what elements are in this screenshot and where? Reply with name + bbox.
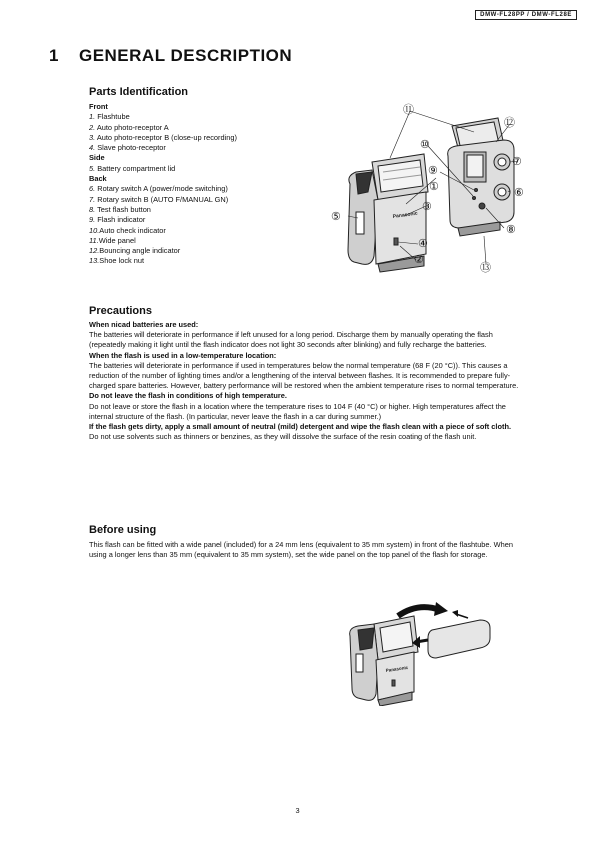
- parts-list: [89, 102, 237, 267]
- precaution-text: The batteries will deteriorate in performance if used in temperatures below the normal temperature (68 F (20 °C)). This causes a reduction of the number of lighting times and/or a lengthening of the interval between flashes. It is recommended to prepare fully-charged spare batteries. However, battery performance will be restored when the ambient temperature rises to normal temperature.: [89, 360, 519, 391]
- flash-back-view: [448, 118, 514, 236]
- callout-7: ⑦: [512, 156, 522, 168]
- callout-4: ④: [418, 238, 428, 250]
- callout-12: ⑫: [504, 117, 515, 129]
- list-item: 9. Flash indicator: [89, 215, 146, 225]
- list-item: 4. Slave photo-receptor: [89, 143, 166, 153]
- callout-5: ⑤: [331, 211, 341, 223]
- precaution-heading: When the flash is used in a low-temperature location:: [89, 350, 277, 360]
- parts-diagram: [328, 96, 528, 278]
- front-brand-label: Panasonic: [392, 210, 419, 220]
- callout-1: ①: [429, 181, 439, 193]
- section-number: 1: [49, 46, 59, 65]
- precautions-body: [89, 320, 531, 442]
- callout-13: ⑬: [480, 262, 491, 274]
- list-item: 12.Bouncing angle indicator: [89, 246, 181, 256]
- before-using-title: Before using: [89, 524, 157, 536]
- before-using-text: This flash can be fitted with a wide panel (included) for a 24 mm lens (equivalent to 35 mm system) in front of the flashtube. When using a longer lens than 35 mm (equivalent to 35 mm system), set the wide panel on the top panel of the flash for storage.: [89, 540, 513, 560]
- precaution-text: Do not leave or store the flash in a location where the temperature rises to 104 F (40 °C) or higher. High temperatures affect the internal structure of the flash. (In particular, never leave the flash in a car during summer.): [89, 401, 506, 421]
- wide-panel-diagram: [340, 596, 500, 706]
- list-item: 2. Auto photo-receptor A: [89, 122, 169, 132]
- callout-6: ⑥: [514, 187, 524, 199]
- precaution-text: Do not use solvents such as thinners or benzines, as they will dissolve the surface of the resin coating of the flash unit.: [89, 432, 477, 442]
- list-item: 10.Auto check indicator: [89, 225, 166, 235]
- list-item: 7. Rotary switch B (AUTO F/MANUAL GN): [89, 194, 229, 204]
- precaution-heading: Do not leave the flash in conditions of high temperature.: [89, 391, 287, 401]
- callout-11: ⑪: [403, 104, 414, 116]
- precautions-title: Precautions: [89, 305, 152, 317]
- callout-2: ②: [414, 254, 424, 266]
- precaution-heading: If the flash gets dirty, apply a small amount of neutral (mild) detergent and wipe the flash clean with a piece of soft cloth.: [89, 422, 512, 432]
- section-title: GENERAL DESCRIPTION: [78, 46, 293, 65]
- callout-9: ⑨: [428, 165, 438, 177]
- list-item: 13.Shoe lock nut: [89, 256, 145, 266]
- page-number: 3: [295, 806, 300, 815]
- precaution-heading: When nicad batteries are used:: [89, 320, 199, 329]
- list-item: 1. Flashtube: [89, 112, 130, 122]
- callout-3: ③: [422, 201, 432, 213]
- list-item: 6. Rotary switch A (power/mode switching): [89, 184, 228, 194]
- list-item: 11.Wide panel: [89, 235, 136, 245]
- list-item: 3. Auto photo-receptor B (close-up recording): [89, 132, 237, 142]
- callout-10: ⑩: [420, 139, 430, 151]
- precaution-text: The batteries will deteriorate in performance if left unused for a long period. Discharge them by manually operating the flash (repeatedly making it light until the flash indicator does not light 30 seconds after blinking) and fully recharge the batteries.: [89, 330, 493, 350]
- figure2-brand-label: Panasonic: [385, 664, 409, 673]
- group-heading-back: Back: [89, 174, 107, 184]
- model-number-box: DMW-FL28PP / DMW-FL28E: [475, 10, 577, 20]
- group-heading-front: Front: [89, 102, 108, 111]
- parts-identification-title: Parts Identification: [89, 86, 189, 98]
- section-heading: [49, 46, 292, 66]
- callout-8: ⑧: [506, 224, 516, 236]
- list-item: 8. Test flash button: [89, 204, 151, 214]
- list-item: 5. Battery compartment lid: [89, 163, 176, 173]
- group-heading-side: Side: [89, 153, 105, 163]
